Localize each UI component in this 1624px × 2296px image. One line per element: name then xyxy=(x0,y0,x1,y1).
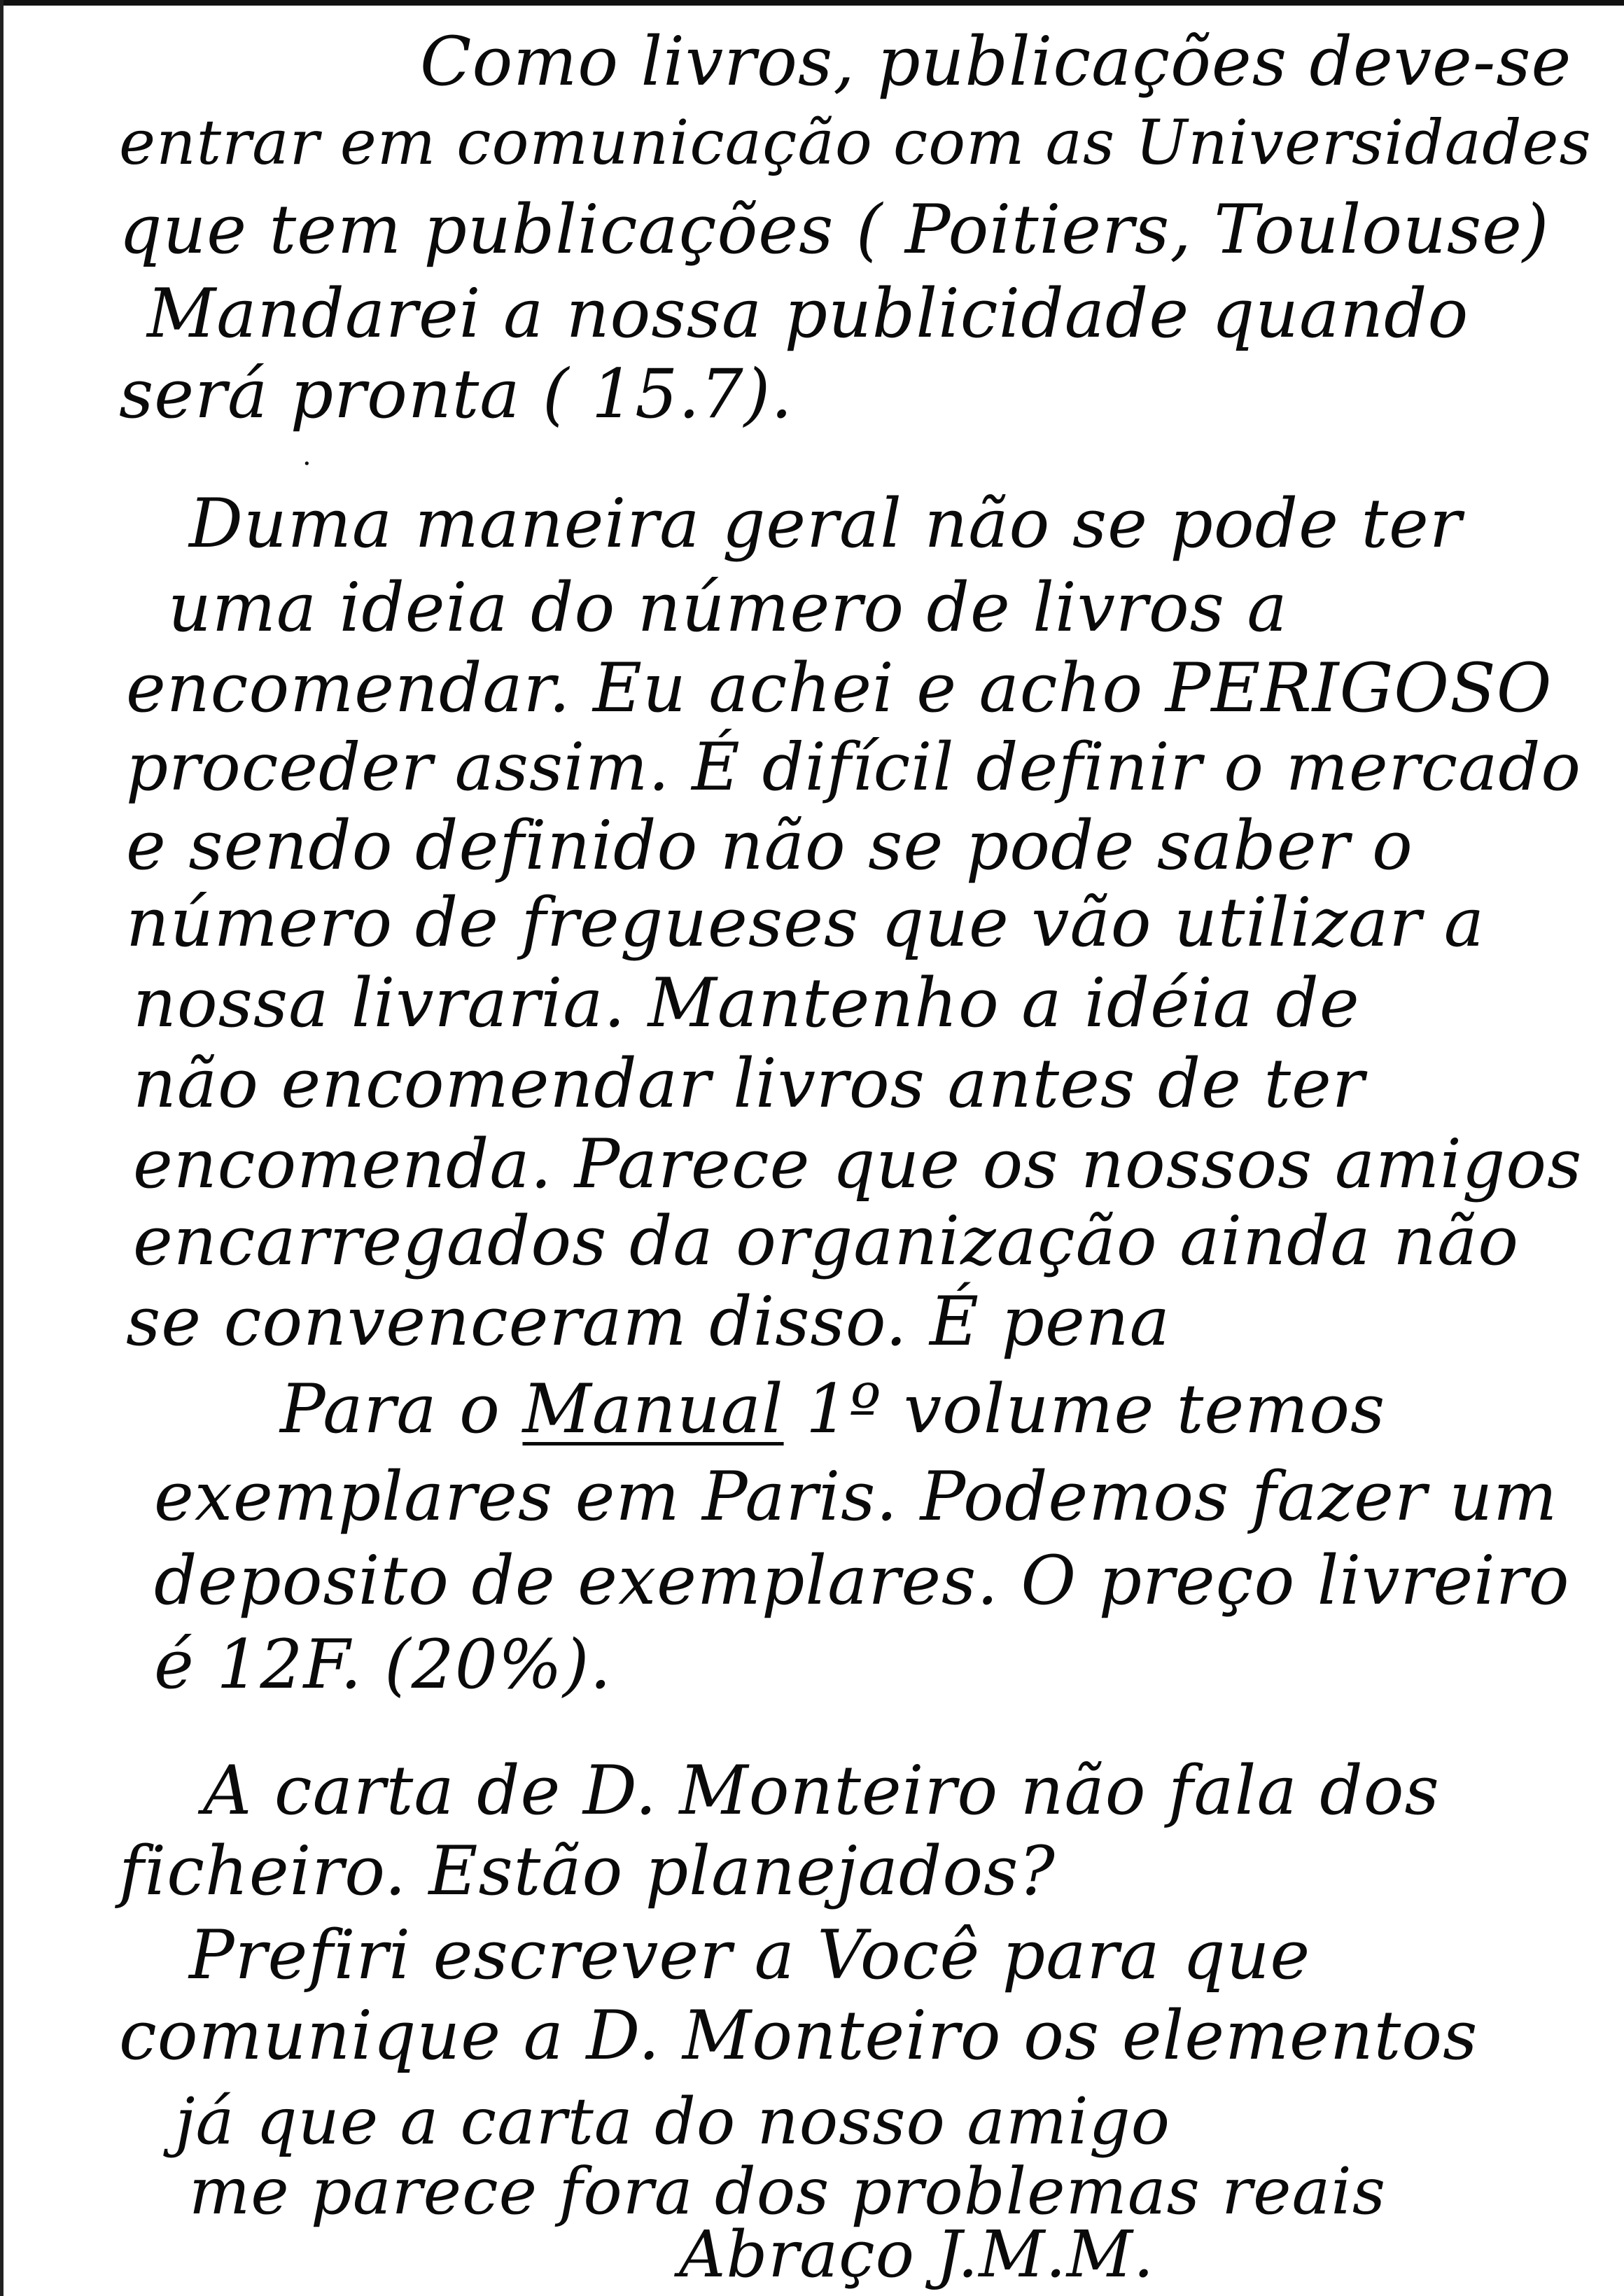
line-17-prefix: Para o xyxy=(280,1370,523,1448)
letter-line-18: exemplares em Paris. Podemos fazer um xyxy=(154,1457,1558,1536)
letter-line-21: A carta de D. Monteiro não fala dos xyxy=(203,1751,1440,1830)
letter-line-6: Duma maneira geral não se pode ter xyxy=(189,484,1462,563)
letter-line-12: nossa livraria. Mantenho a idéia de xyxy=(133,964,1360,1042)
letter-line-1: Como livros, publicações deve-se xyxy=(420,22,1572,101)
line-17-suffix: 1º volume temos xyxy=(806,1370,1386,1448)
letter-line-24: comunique a D. Monteiro os elementos xyxy=(119,1996,1478,2075)
letter-line-14: encomenda. Parece que os nossos amigos xyxy=(133,1125,1583,1203)
letter-line-23: Prefiri escrever a Você para que xyxy=(189,1916,1311,1994)
letter-line-3: que tem publicações ( Poitiers, Toulouse) xyxy=(119,190,1550,269)
letter-line-17a xyxy=(280,1370,1386,1448)
letter-line-11: número de fregueses que vão utilizar a xyxy=(126,883,1485,962)
letter-line-8: encomendar. Eu achei e acho PERIGOSO xyxy=(126,649,1553,727)
ink-dot: · xyxy=(302,448,312,480)
letter-line-4: Mandarei a nossa publicidade quando xyxy=(147,274,1469,353)
letter-line-10: e sendo definido não se pode saber o xyxy=(126,806,1413,885)
letter-line-9: proceder assim. É difícil definir o mercado xyxy=(126,729,1582,806)
letter-line-25: já que a carta do nosso amigo xyxy=(175,2084,1170,2159)
letter-line-16: se convenceram disso. É pena xyxy=(126,1282,1170,1361)
letter-line-22: ficheiro. Estão planejados? xyxy=(119,1832,1056,1910)
letter-line-20: é 12F. (20%). xyxy=(154,1625,612,1704)
scan-top-edge xyxy=(0,0,1624,6)
signature-line: Abraço J.M.M. xyxy=(679,2217,1155,2292)
manual-underlined: Manual xyxy=(522,1370,784,1448)
letter-line-15: encarregados da organização ainda não xyxy=(133,1202,1520,1280)
letter-line-7: uma ideia do número de livros a xyxy=(168,568,1288,647)
letter-line-2: entrar em comunicação com as Universidades xyxy=(119,106,1592,178)
letter-line-5: será pronta ( 15.7). xyxy=(119,355,793,433)
scan-left-edge xyxy=(0,0,4,2296)
letter-line-13: não encomendar livros antes de ter xyxy=(133,1044,1365,1123)
letter-line-26: me parece fora dos problemas reais xyxy=(189,2154,1387,2229)
letter-line-19: deposito de exemplares. O preço livreiro xyxy=(154,1541,1570,1620)
